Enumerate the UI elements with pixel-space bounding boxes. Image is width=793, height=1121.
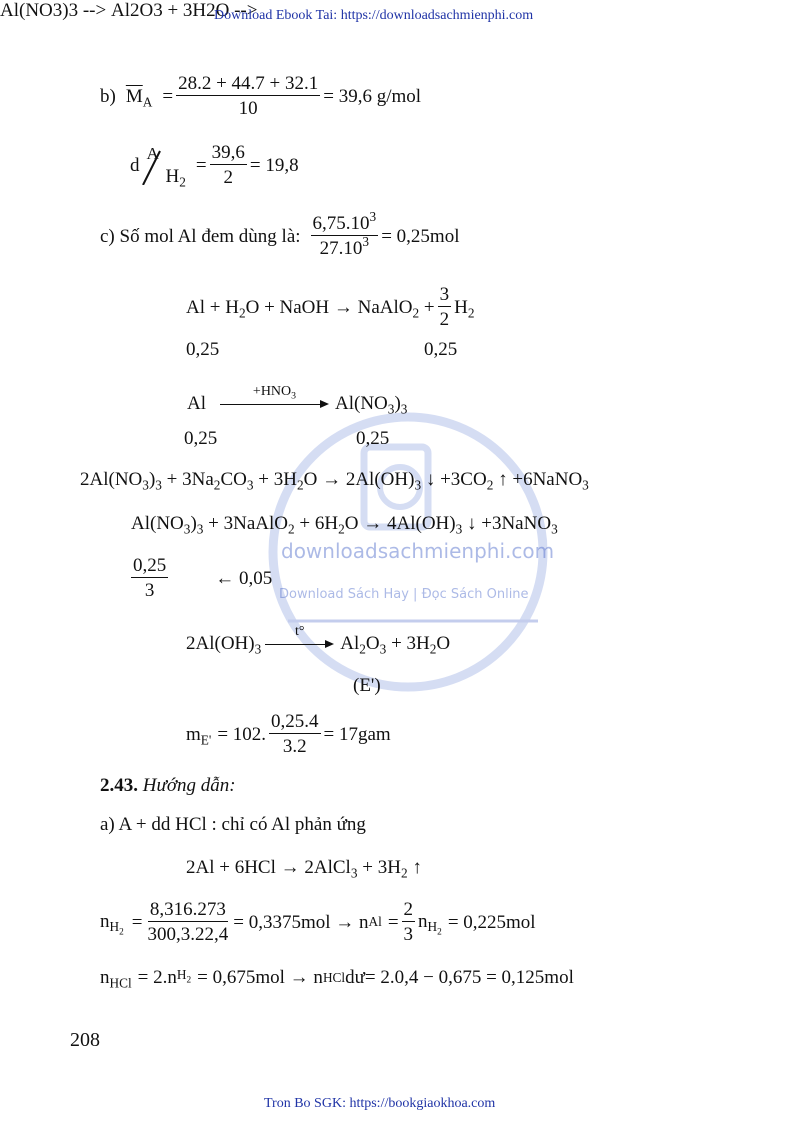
page-header: Download Ebook Tai: https://downloadsachmienphi.com	[214, 8, 534, 23]
reaction-al-hno3: Al $+HNO_3$ $Al(NO_3)_3$	[187, 384, 408, 417]
mol-005: ← 0,05	[215, 567, 273, 589]
mass-numerator: 28.2 + 44.7 + 32.1	[178, 73, 319, 94]
n-al-frac-den: 3	[403, 924, 414, 945]
d-denominator: 2	[223, 167, 233, 188]
n-hcl-text1: = 2.n	[137, 967, 177, 988]
n-h2-denominator: 300,3.22,4	[147, 924, 229, 945]
part-c-numerator: 6,75.10	[312, 213, 370, 234]
n-h2-fraction	[145, 900, 230, 944]
part-a-text: a) A + dd HCl : chỉ có Al phản ứng	[100, 814, 366, 835]
mol-al-no3: 0,25	[356, 428, 390, 449]
mass-e-denominator: 3.2	[282, 736, 307, 757]
n-hcl-line: $n_{HCl}$ = 2.n $H_2$ = 0,675mol → n HCl dư= 2.0,4 − 0,675 = 0,125mol	[100, 966, 574, 991]
frac-025-num: 0,25	[133, 555, 167, 576]
density-ratio: d A $H_2$ = $\frac{39,6}{2}$ = 19,8	[130, 142, 299, 190]
mass-subscript: A	[142, 94, 153, 110]
section-number: 2.43.	[100, 775, 138, 796]
mass-e-numerator: 0,25.4	[271, 711, 319, 732]
mass-denominator: 10	[238, 98, 258, 119]
frac-025-3	[131, 556, 168, 600]
d-symbol: d	[130, 154, 140, 176]
watermark-logo	[268, 407, 554, 737]
section-title: Hướng dẫn:	[142, 775, 236, 796]
mol-al-2: 0,25	[184, 428, 218, 449]
mol-naalo2: 0,25	[424, 339, 458, 360]
part-c-fraction	[311, 209, 379, 259]
n-al-result: = 0,225mol	[447, 911, 536, 933]
page-number: 208	[70, 1029, 100, 1051]
section-heading	[100, 776, 236, 795]
mass-e-sub: E'	[200, 732, 212, 748]
n-al-frac-num: 2	[403, 899, 414, 920]
mass-e-prime	[186, 712, 391, 756]
d-result: = 19,8	[249, 154, 299, 176]
arrow-heat-label: t°	[295, 624, 305, 639]
mol-al-1: 0,25	[186, 339, 220, 360]
reaction-na2co3: $2Al(NO_3)_3 + 3Na_2CO_3 + 3H_2O \to 2Al(OH)_3$ ↓ $+3CO_2$ ↑ +6NaNO$_3$	[80, 469, 589, 493]
watermark-site: downloadsachmienphi.com	[281, 539, 555, 563]
watermark-tagline: Download Sách Hay | Đọc Sách Online	[279, 587, 529, 602]
part-b-label: b)	[100, 85, 116, 107]
eprime-label: (E')	[353, 675, 381, 696]
n-h2-numerator: 8,316.273	[149, 899, 226, 920]
part-c-denominator: 27.10	[319, 238, 363, 259]
reaction-hcl: 2Al + 6HCl → 2AlCl$_3$ + $3H_2$ ↑	[186, 857, 422, 881]
d-fraction	[210, 143, 247, 187]
d-sub-base: H	[165, 165, 180, 187]
part-c-den-exp: 3	[362, 234, 370, 250]
d-numerator: 39,6	[211, 142, 245, 163]
n-h2-result: = 0,3375mol → n	[233, 911, 369, 933]
n-hcl-text3: dư= 2.0,4 − 0,675 = 0,125mol	[345, 967, 574, 988]
d-sup: A	[146, 144, 159, 163]
d-sub-index: 2	[179, 174, 186, 190]
mass-e-eq: = 102.	[217, 723, 267, 745]
reaction-heat: $2Al(OH)_3$ t° $Al_2O_3 + 3H_2O$	[186, 624, 451, 657]
part-c-result: = 0,25mol	[381, 225, 460, 247]
part-c	[100, 209, 460, 259]
reaction-naalo2: $Al(NO_3)_3$ + 3NaAlO$_2$ + $6H_2O \to 4Al(OH)_3$ ↓ +3NaNO$_3$	[131, 513, 558, 537]
mass-symbol: $\overline{M}$	[125, 85, 143, 107]
reaction-al-naoh: $Al + H_2O$ + NaOH → NaAlO$_2$ + $\frac{3}{2}$ $H_2$	[186, 284, 475, 330]
part-c-label: c) Số mol Al đem dùng là:	[100, 225, 301, 247]
mass-e-fraction	[269, 712, 321, 756]
mol-ratio-line	[128, 556, 272, 600]
mass-e-result: = 17gam	[323, 723, 391, 745]
n-al-fraction	[402, 900, 416, 944]
part-c-num-exp: 3	[369, 209, 377, 225]
mass-result: = 39,6 g/mol	[323, 85, 422, 107]
page-footer: Tron Bo SGK: https://bookgiaokhoa.com	[264, 1096, 496, 1111]
arrow-hno3-label: +HNO	[252, 384, 292, 399]
frac-025-den: 3	[144, 580, 155, 601]
n-hcl-text2: = 0,675mol → n	[197, 967, 323, 988]
part-b-mass: b) $\overline{M}_A$ = $\frac{28.2 + 44.7 + 32.1}{10}$ = 39,6 g/mol	[100, 73, 422, 119]
n-h2-line: $n_{H_2}$ = $\frac{8,316.273}{300,3.22,4}$ = 0,3375mol → n Al = $\frac{2}{3}$ $n_{H_2}$ = 0,225mol	[100, 899, 536, 945]
mass-fraction	[176, 74, 320, 118]
ratio-slash	[140, 145, 166, 185]
mass-e-lhs: m	[186, 723, 201, 745]
